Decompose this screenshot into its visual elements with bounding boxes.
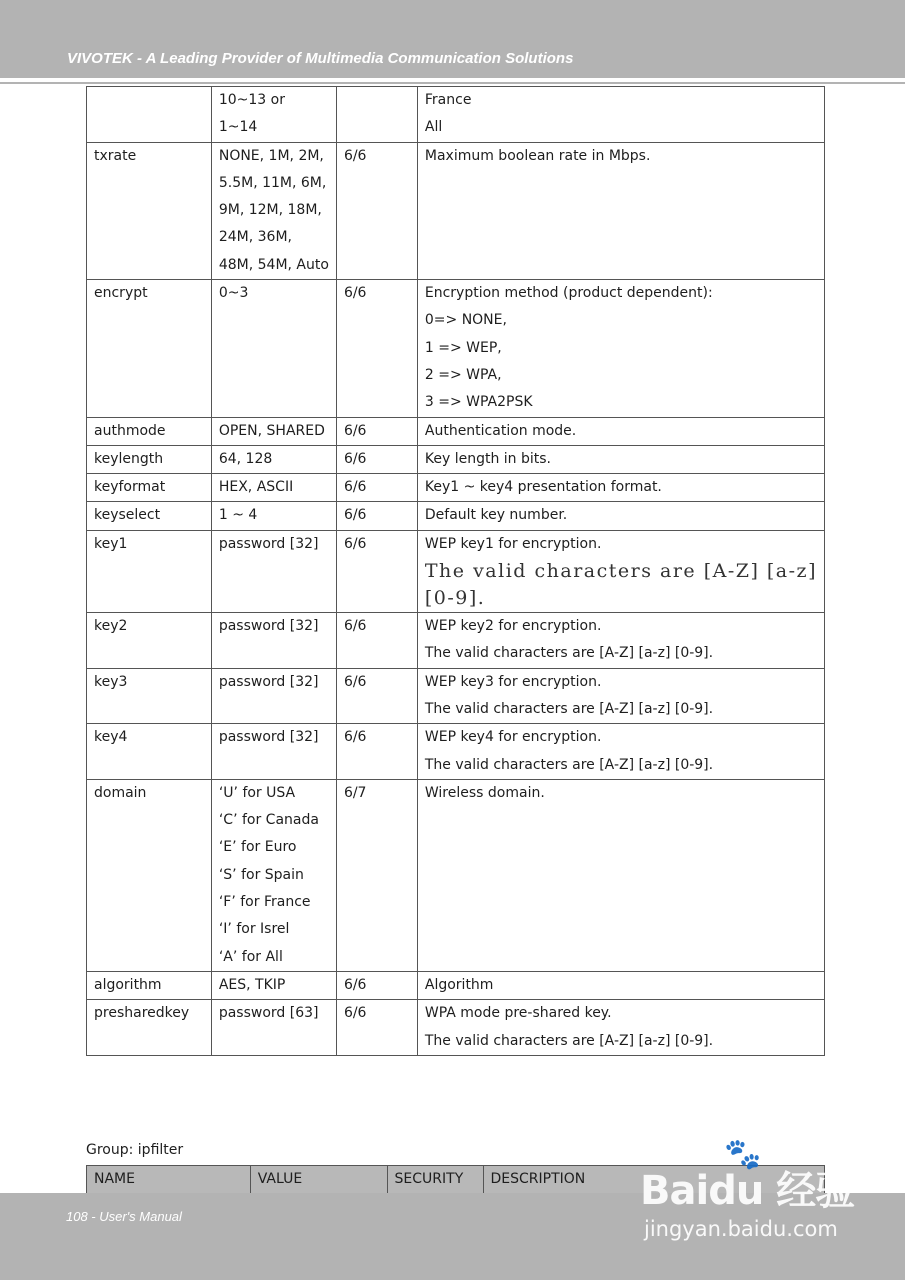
cell-line: 64, 128: [218, 450, 273, 467]
paw-icon: 🐾: [724, 1137, 762, 1172]
column-header-value: VALUE: [250, 1166, 387, 1194]
table-row: [87, 280, 825, 417]
cell-name: [87, 613, 212, 669]
cell-line: 3 => WPA2PSK: [424, 394, 533, 411]
cell-line: 1 ~ 4: [218, 507, 258, 524]
cell-name: [87, 530, 212, 612]
cell-text: 6/7: [343, 784, 367, 801]
cell-value: [211, 971, 336, 999]
cell-line: [0-9].: [424, 587, 486, 610]
cell-text: 6/6: [343, 618, 367, 635]
cell-line: 24M, 36M,: [218, 229, 292, 246]
cell-text: keylength: [94, 450, 164, 467]
cell-security: [336, 474, 417, 502]
cell-line: Encryption method (product dependent):: [424, 285, 713, 302]
cell-line: AES, TKIP: [218, 976, 286, 993]
table-row: [87, 1000, 825, 1056]
cell-value: [211, 87, 336, 143]
table-row: [87, 142, 825, 279]
cell-text: key1: [94, 535, 128, 552]
cell-text: 6/6: [343, 479, 367, 496]
cell-description: [417, 87, 824, 143]
cell-line: 0~3: [218, 285, 249, 302]
cell-description: [417, 142, 824, 279]
cell-line: Key1 ~ key4 presentation format.: [424, 479, 662, 496]
cell-line: password [32]: [218, 618, 319, 635]
cell-description: [417, 668, 824, 724]
cell-text: key4: [94, 729, 128, 746]
table-row: [87, 613, 825, 669]
cell-text: encrypt: [94, 285, 148, 302]
cell-line: ‘S’ for Spain: [218, 866, 304, 883]
cell-text: txrate: [94, 147, 137, 164]
cell-name: [87, 417, 212, 445]
cell-line: ‘C’ for Canada: [218, 812, 319, 829]
cell-line: password [63]: [218, 1005, 319, 1022]
table-row: [87, 779, 825, 971]
cell-description: [417, 474, 824, 502]
cell-line: 48M, 54M, Auto: [218, 256, 329, 273]
cell-name: [87, 668, 212, 724]
cell-value: [211, 502, 336, 530]
cell-value: [211, 779, 336, 971]
cell-security: [336, 530, 417, 612]
cell-text: 6/6: [343, 285, 367, 302]
cell-description: [417, 280, 824, 417]
baidu-watermark: [640, 1137, 855, 1245]
cell-name: [87, 1000, 212, 1056]
column-header-security: SECURITY: [387, 1166, 483, 1194]
cell-security: [336, 445, 417, 473]
cell-text: domain: [94, 784, 147, 801]
cell-security: [336, 87, 417, 143]
cell-value: [211, 280, 336, 417]
cell-line: 5.5M, 11M, 6M,: [218, 174, 327, 191]
table-row: [87, 668, 825, 724]
cell-line: Wireless domain.: [424, 784, 545, 801]
cell-text: 6/6: [343, 422, 367, 439]
table-row: [87, 445, 825, 473]
cell-text: key3: [94, 673, 128, 690]
parameter-table-body: [87, 87, 825, 1056]
cell-text: algorithm: [94, 976, 162, 993]
cell-value: [211, 445, 336, 473]
cell-line: WEP key2 for encryption.: [424, 618, 602, 635]
cell-text: 6/6: [343, 729, 367, 746]
cell-line: The valid characters are [A-Z] [a-z] [0-9].: [424, 756, 714, 773]
cell-line: Key length in bits.: [424, 450, 552, 467]
cell-description: [417, 530, 824, 612]
cell-line: Maximum boolean rate in Mbps.: [424, 147, 651, 164]
cell-description: [417, 724, 824, 780]
cell-description: [417, 779, 824, 971]
cell-security: [336, 417, 417, 445]
cell-description: [417, 502, 824, 530]
header-title: VIVOTEK - A Leading Provider of Multimedia Communication Solutions: [67, 50, 574, 67]
cell-line: password [32]: [218, 535, 319, 552]
cell-security: [336, 280, 417, 417]
cell-security: [336, 724, 417, 780]
cell-line: 0=> NONE,: [424, 312, 507, 329]
cell-security: [336, 668, 417, 724]
cell-line: France: [424, 92, 472, 108]
cell-text: 6/6: [343, 450, 367, 467]
cell-text: authmode: [94, 422, 166, 439]
cell-text: 6/6: [343, 507, 367, 524]
cell-line: password [32]: [218, 673, 319, 690]
cell-line: WPA mode pre-shared key.: [424, 1005, 612, 1022]
cell-value: [211, 530, 336, 612]
cell-line: The valid characters are [A-Z] [a-z] [0-9].: [424, 1032, 714, 1049]
cell-line: 9M, 12M, 18M,: [218, 202, 322, 219]
cell-line: The valid characters are [A-Z] [a-z]: [424, 560, 817, 583]
parameter-table: [86, 86, 825, 1056]
cell-description: [417, 1000, 824, 1056]
cell-security: [336, 1000, 417, 1056]
cell-description: [417, 445, 824, 473]
group-label: Group: ipfilter: [86, 1142, 184, 1158]
cell-security: [336, 142, 417, 279]
cell-line: NONE, 1M, 2M,: [218, 147, 324, 164]
cell-line: The valid characters are [A-Z] [a-z] [0-9].: [424, 645, 714, 662]
cell-name: [87, 280, 212, 417]
cell-security: [336, 971, 417, 999]
table-row: [87, 87, 825, 143]
cell-text: keyselect: [94, 507, 161, 524]
cell-line: 1 => WEP,: [424, 339, 502, 356]
table-row: [87, 474, 825, 502]
column-header-name: NAME: [87, 1166, 251, 1194]
cell-line: Algorithm: [424, 976, 494, 993]
cell-line: All: [424, 119, 443, 136]
cell-security: [336, 779, 417, 971]
cell-text: 6/6: [343, 1005, 367, 1022]
cell-line: The valid characters are [A-Z] [a-z] [0-9].: [424, 700, 714, 717]
cell-line: 10~13 or: [218, 92, 285, 108]
cell-line: ‘I’ for Isrel: [218, 921, 290, 938]
cell-name: [87, 87, 212, 143]
cell-value: [211, 417, 336, 445]
cell-line: ‘E’ for Euro: [218, 839, 297, 856]
table-row: [87, 971, 825, 999]
cell-name: [87, 474, 212, 502]
cell-line: WEP key1 for encryption.: [424, 535, 602, 552]
watermark-brand: Baidu 经验: [640, 1168, 855, 1214]
cell-name: [87, 502, 212, 530]
cell-value: [211, 668, 336, 724]
cell-security: [336, 502, 417, 530]
cell-value: [211, 142, 336, 279]
header-divider: [0, 82, 905, 84]
table-row: [87, 502, 825, 530]
cell-line: Authentication mode.: [424, 422, 577, 439]
cell-value: [211, 613, 336, 669]
cell-text: 6/6: [343, 147, 367, 164]
cell-name: [87, 779, 212, 971]
cell-line: WEP key3 for encryption.: [424, 673, 602, 690]
table-row: [87, 724, 825, 780]
cell-text: presharedkey: [94, 1005, 190, 1022]
cell-text: keyformat: [94, 479, 166, 496]
cell-description: [417, 613, 824, 669]
cell-name: [87, 724, 212, 780]
page-number: 108 - User's Manual: [66, 1209, 182, 1224]
cell-description: [417, 971, 824, 999]
cell-text: 6/6: [343, 976, 367, 993]
cell-value: [211, 1000, 336, 1056]
cell-line: ‘F’ for France: [218, 894, 311, 911]
cell-text: 6/6: [343, 673, 367, 690]
cell-line: OPEN, SHARED: [218, 422, 325, 439]
cell-text: key2: [94, 618, 128, 635]
cell-security: [336, 613, 417, 669]
table-row: [87, 530, 825, 612]
cell-value: [211, 724, 336, 780]
cell-line: password [32]: [218, 729, 319, 746]
cell-name: [87, 971, 212, 999]
cell-name: [87, 445, 212, 473]
column-header-description: DESCRIPTION: [483, 1166, 824, 1194]
cell-line: ‘U’ for USA: [218, 784, 296, 801]
watermark-url: jingyan.baidu.com: [644, 1217, 838, 1241]
cell-line: WEP key4 for encryption.: [424, 729, 602, 746]
table-row: [87, 417, 825, 445]
cell-line: 2 => WPA,: [424, 366, 502, 383]
cell-description: [417, 417, 824, 445]
cell-line: 1~14: [218, 119, 258, 136]
cell-value: [211, 474, 336, 502]
cell-line: HEX, ASCII: [218, 479, 294, 496]
cell-line: Default key number.: [424, 507, 568, 524]
cell-line: ‘A’ for All: [218, 948, 283, 965]
cell-text: 6/6: [343, 535, 367, 552]
cell-name: [87, 142, 212, 279]
